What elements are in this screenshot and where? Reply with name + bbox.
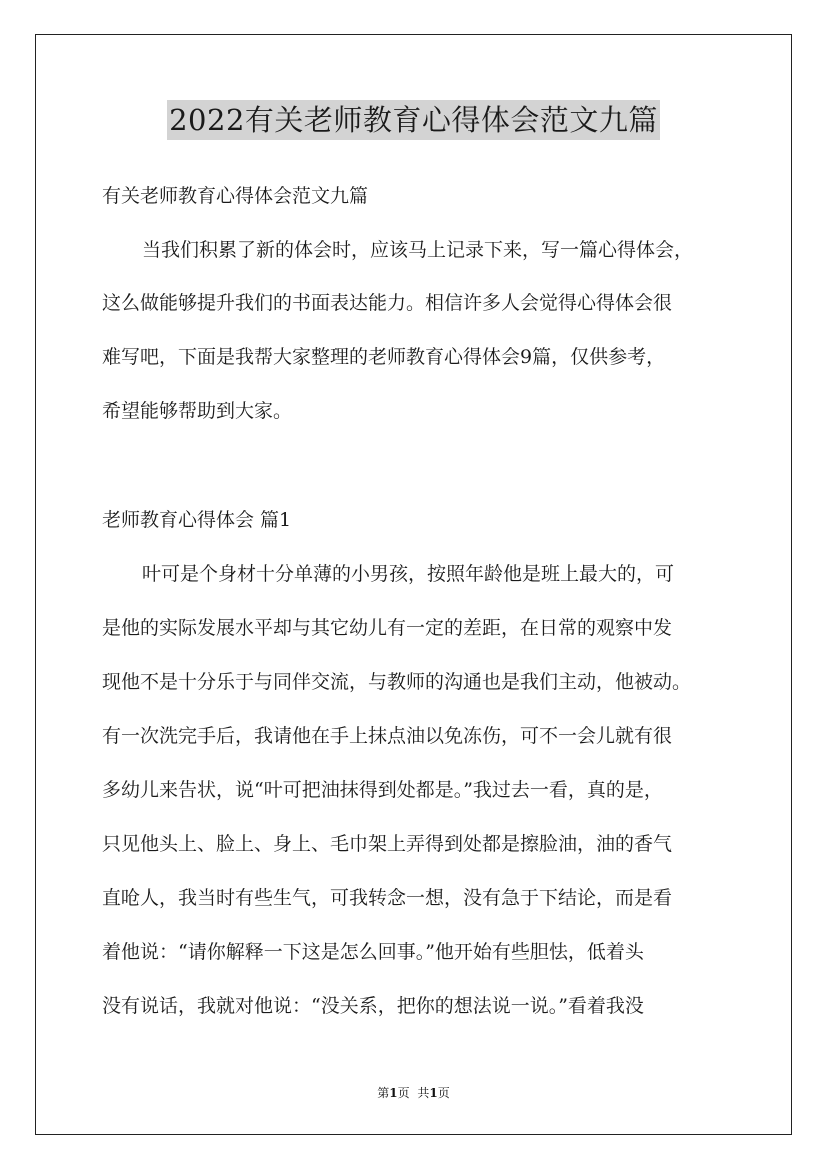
body-line: 有一次洗完手后，我请他在手上抹点油以免冻伤，可不一会儿就有很 (102, 725, 673, 747)
body-line: 现他不是十分乐于与同伴交流，与教师的沟通也是我们主动，他被动。 (102, 671, 692, 693)
body-line: 直呛人，我当时有些生气，可我转念一想，没有急于下结论，而是看 (102, 887, 673, 909)
total-prefix: 共 (417, 1086, 430, 1100)
page-suffix: 页 (397, 1086, 410, 1100)
body-line: 只见他头上、脸上、身上、毛巾架上弄得到处都是擦脸油，油的香气 (102, 833, 673, 855)
document-title: 2022有关老师教育心得体会范文九篇 (167, 100, 660, 140)
body-line: 是他的实际发展水平却与其它幼儿有一定的差距，在日常的观察中发 (102, 617, 673, 639)
section-heading: 老师教育心得体会 篇1 (102, 509, 292, 531)
intro-line: 这么做能够提升我们的书面表达能力。相信许多人会觉得心得体会很 (102, 292, 673, 314)
page-prefix: 第 (377, 1086, 390, 1100)
intro-line: 希望能够帮助到大家。 (102, 400, 293, 422)
total-pages: 1 (429, 1086, 438, 1100)
document-subtitle: 有关老师教育心得体会范文九篇 (102, 185, 369, 207)
body-line: 多幼儿来告状，说“叶可把油抹得到处都是。”我过去一看，真的是， (102, 779, 663, 801)
body-line: 没有说话，我就对他说：“没关系，把你的想法说一说。”看着我没 (102, 995, 644, 1017)
body-line: 叶可是个身材十分单薄的小男孩，按照年龄他是班上最大的，可 (142, 563, 675, 585)
page-footer (0, 1084, 827, 1101)
body-line: 着他说：“请你解释一下这是怎么回事。”他开始有些胆怯，低着头 (102, 941, 644, 963)
intro-line: 难写吧，下面是我帮大家整理的老师教育心得体会9篇，仅供参考， (102, 346, 666, 368)
page-number: 1 (389, 1086, 398, 1100)
total-suffix: 页 (437, 1086, 450, 1100)
title-container (0, 100, 827, 140)
intro-line: 当我们积累了新的体会时，应该马上记录下来，写一篇心得体会， (142, 239, 694, 261)
